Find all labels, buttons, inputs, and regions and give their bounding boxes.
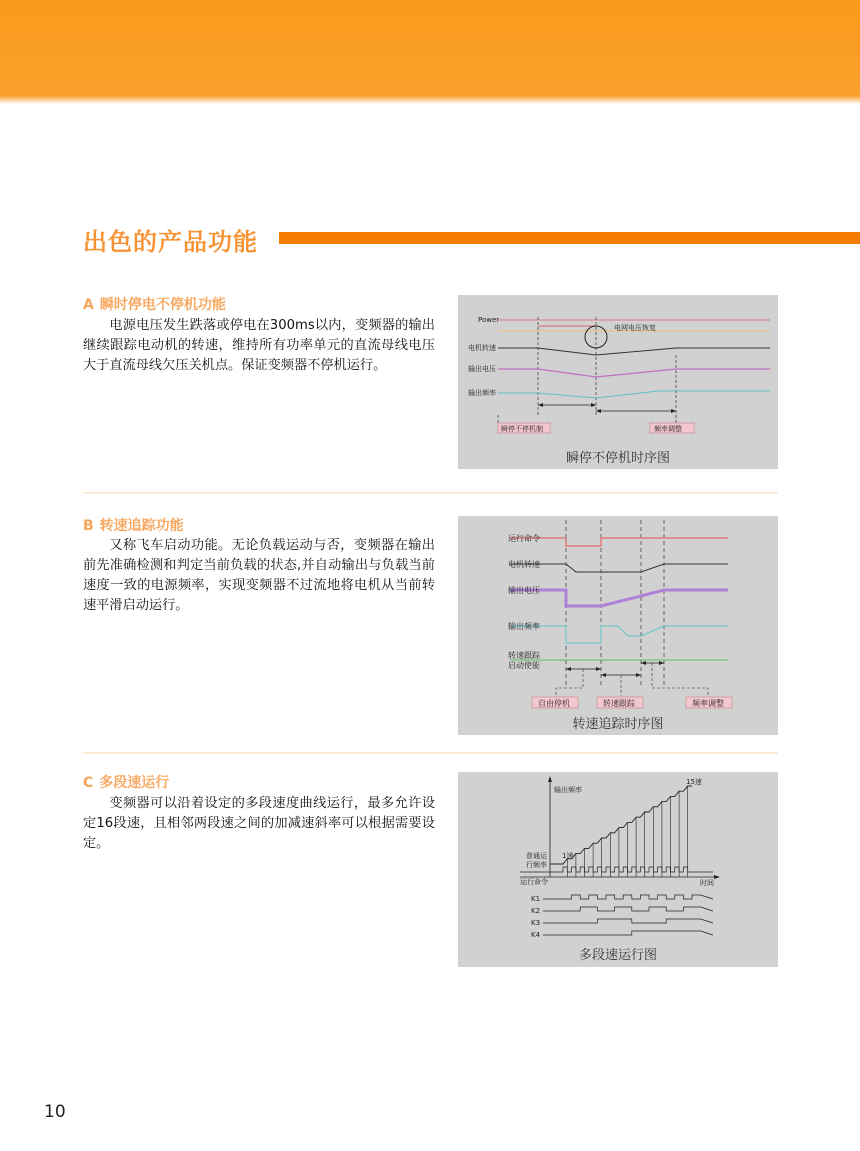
- diagram-c-caption: 多段速运行图: [578, 948, 657, 963]
- diagram-b-label-frequency: 输出频率: [508, 622, 540, 631]
- diagram-c-common-1: 普通运: [526, 852, 547, 860]
- diagram-b-label-voltage: 输出电压: [508, 586, 540, 595]
- diagram-c-k4: K4: [531, 931, 541, 939]
- diagram-c-xlabel: 时间: [700, 879, 714, 887]
- diagram-a-caption: 瞬停不停机时序图: [565, 451, 670, 466]
- diagram-c-k2: K2: [531, 907, 541, 915]
- diagram-a-box-2: 频率调整: [654, 425, 682, 433]
- diagram-power-dip: [458, 295, 778, 469]
- feature-b-title: [83, 515, 184, 535]
- feature-b-letter: B: [83, 518, 94, 534]
- k-waveform: [543, 919, 713, 923]
- diagram-c-run: 运行命令: [520, 878, 548, 886]
- diagram-speed-tracking: [458, 516, 778, 735]
- diagram-a-label-voltage: 输出电压: [468, 365, 496, 373]
- k-waveform: [543, 931, 713, 935]
- feature-c-letter: C: [83, 775, 94, 791]
- section-heading: 出色的产品功能: [83, 228, 258, 256]
- run-pulses: [520, 867, 713, 872]
- k-waveform: [543, 907, 713, 911]
- feature-b-title-text: 转速追踪功能: [99, 518, 184, 534]
- feature-c-title-text: 多段速运行: [99, 775, 170, 791]
- diagram-b-label-track: 转速跟踪: [508, 651, 540, 660]
- feature-a-title-text: 瞬时停电不停机功能: [99, 297, 226, 313]
- diagram-a-box-1: 瞬停不停机制: [501, 425, 543, 433]
- diagram-a-label-speed: 电机转速: [468, 344, 496, 352]
- page-number: 10: [44, 1102, 66, 1122]
- feature-a-text: 电源电压发生跌落或停电在300ms以内，变频器的输出继续跟踪电动机的转速，维持所有功率单元的直流母线电压大于直流母线欠压关机点。保证变频器不停机运行。: [83, 318, 435, 373]
- diagram-c-speed-last: 15速: [686, 778, 702, 786]
- diagram-b-label-run: 运行命令: [508, 534, 540, 543]
- divider-1: [83, 492, 778, 494]
- diagram-c-k1: K1: [531, 895, 541, 903]
- diagram-b-box-1: 自由停机: [538, 699, 570, 708]
- divider-2: [83, 752, 778, 754]
- feature-a-letter: A: [83, 297, 94, 313]
- feature-b-text: 又称飞车启动功能。无论负载运动与否，变频器在输出前先准确检测和判定当前负载的状态,并自动输出与负载当前速度一致的电源频率，实现变频器不过流地将电机从当前转速平滑启动运行。: [83, 538, 435, 613]
- diagram-b-caption: 转速追踪时序图: [572, 717, 664, 732]
- top-orange-band: [0, 0, 860, 104]
- diagram-b-label-enable: 启动使能: [508, 661, 540, 670]
- diagram-c-speed-first: 1速: [562, 852, 574, 860]
- diagram-a-label-frequency: 输出频率: [468, 389, 496, 397]
- diagram-b-box-2: 转速跟踪: [603, 699, 635, 708]
- k-waveform: [543, 895, 713, 899]
- diagram-multi-speed: [458, 772, 778, 967]
- feature-c-title: [83, 772, 169, 792]
- diagram-a-label-power: Power: [478, 316, 500, 324]
- diagram-c-k3: K3: [531, 919, 541, 927]
- diagram-b-label-speed: 电机转速: [508, 560, 540, 569]
- diagram-c-ylabel: 输出频率: [554, 786, 582, 794]
- diagram-a-annotation: 电网电压恢复: [614, 324, 656, 332]
- feature-c-text: 变频器可以沿着设定的多段速度曲线运行，最多允许设定16段速，且相邻两段速之间的加减速斜率可以根据需要设定。: [83, 796, 435, 851]
- diagram-b-box-3: 频率调整: [692, 699, 724, 708]
- feature-a-title: [83, 294, 226, 314]
- diagram-c-common-2: 行频率: [526, 861, 547, 869]
- heading-bar: [279, 232, 860, 244]
